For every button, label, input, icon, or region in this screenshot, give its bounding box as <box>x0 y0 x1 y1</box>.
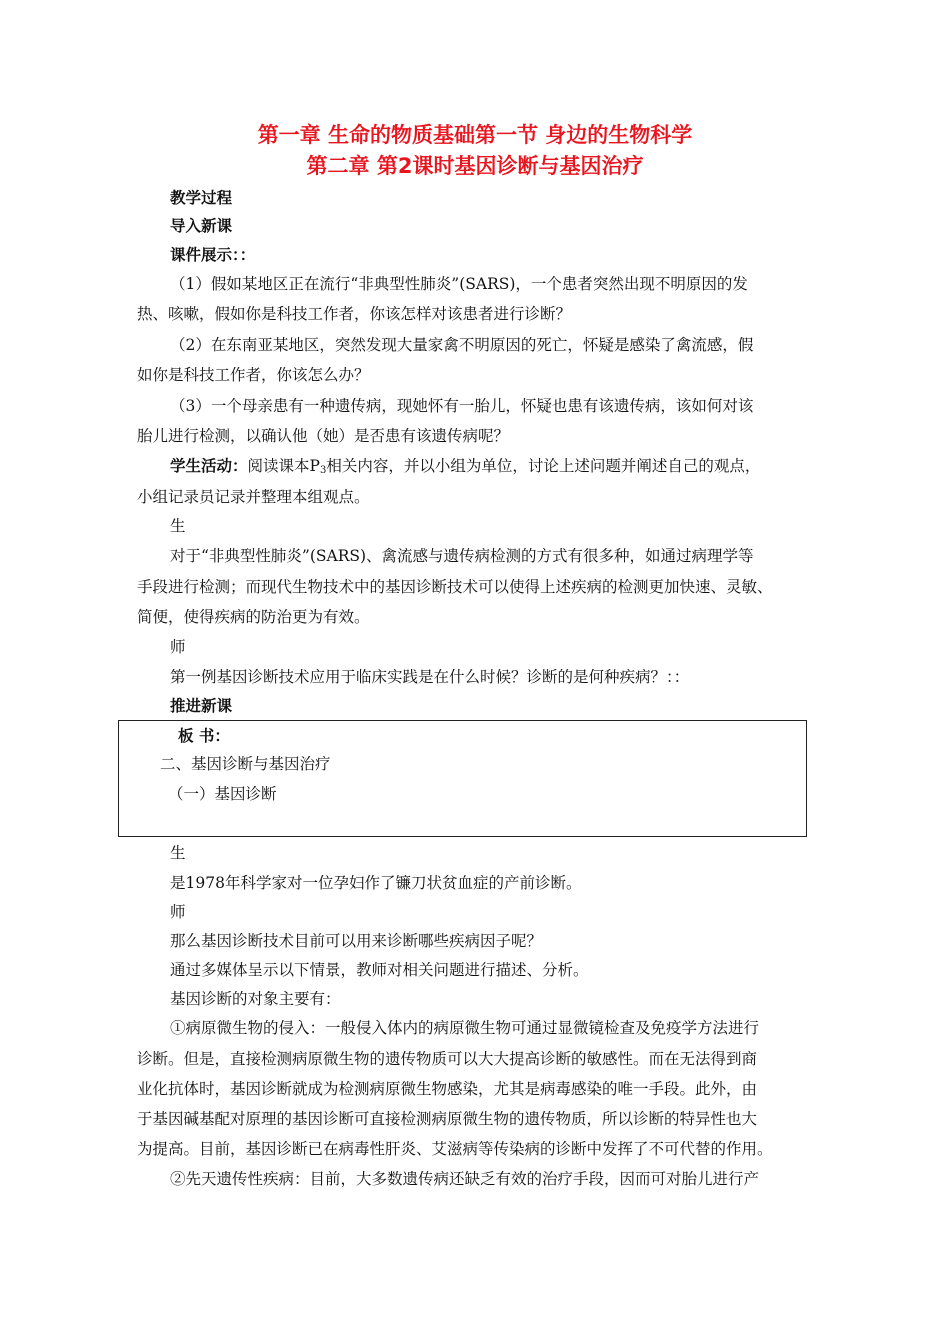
student-activity-text-b: 相关内容，并以小组为单位，讨论上述问题并阐述自己的观点， <box>326 457 761 475</box>
speaker-teacher-2: 师 <box>170 903 186 921</box>
page-subscript: 3 <box>319 465 327 476</box>
document-title-line-1: 第一章 生命的物质基础第一节 身边的生物科学 <box>257 123 693 147</box>
question-1-line-1: （1）假如某地区正在流行“非典型性肺炎”(SARS)，一个患者突然出现不明原因的发 <box>170 275 748 293</box>
speaker-student-2: 生 <box>170 844 186 862</box>
paragraph-7-line-1: ①病原微生物的侵入：一般侵入体内的病原微生物可通过显微镜检查及免疫学方法进行 <box>170 1019 760 1037</box>
question-1-line-2: 热、咳嗽，假如你是科技工作者，你该怎样对该患者进行诊断？ <box>137 305 572 323</box>
blackboard-line-2: （一）基因诊断 <box>168 785 277 803</box>
paragraph-7-line-4: 于基因碱基配对原理的基因诊断可直接检测病原微生物的遗传物质，所以诊断的特异性也大 <box>137 1110 758 1128</box>
paragraph-3: 是1978年科学家对一位孕妇作了镰刀状贫血症的产前诊断。 <box>170 874 582 892</box>
speaker-student: 生 <box>170 517 186 535</box>
student-activity-line-2: 小组记录员记录并整理本组观点。 <box>137 488 370 506</box>
paragraph-5: 通过多媒体呈示以下情景，教师对相关问题进行描述、分析。 <box>170 961 589 979</box>
section-heading-new-lesson: 推进新课 <box>170 697 233 715</box>
paragraph-1-line-2: 手段进行检测；而现代生物技术中的基因诊断技术可以使得上述疾病的检测更加快速、灵敏、 <box>137 578 773 596</box>
paragraph-1-line-3: 简便，使得疾病的防治更为有效。 <box>137 608 370 626</box>
section-heading-teaching-process: 教学过程 <box>170 189 233 207</box>
question-2-line-1: （2）在东南亚某地区，突然发现大量家禽不明原因的死亡，怀疑是感染了禽流感，假 <box>170 336 754 354</box>
document-title-line-2: 第二章 第2课时基因诊断与基因治疗 <box>306 154 644 178</box>
student-activity-label: 学生活动： <box>170 457 248 475</box>
question-3-line-1: （3）一个母亲患有一种遗传病，现她怀有一胎儿，怀疑也患有该遗传病，该如何对该 <box>170 397 754 415</box>
paragraph-8-line-1: ②先天遗传性疾病：目前，大多数遗传病还缺乏有效的治疗手段，因而可对胎儿进行产 <box>170 1170 760 1188</box>
speaker-teacher: 师 <box>170 638 186 656</box>
blackboard-line-1: 二、基因诊断与基因治疗 <box>160 755 331 773</box>
paragraph-7-line-2: 诊断。但是，直接检测病原微生物的遗传物质可以大大提高诊断的敏感性。而在无法得到商 <box>137 1050 758 1068</box>
question-2-line-2: 如你是科技工作者，你该怎么办？ <box>137 366 370 384</box>
paragraph-6: 基因诊断的对象主要有： <box>170 990 341 1008</box>
paragraph-7-line-5: 为提高。目前，基因诊断已在病毒性肝炎、艾滋病等传染病的诊断中发挥了不可代替的作用。 <box>137 1140 773 1158</box>
section-heading-courseware: 课件展示：： <box>170 246 256 264</box>
paragraph-7-line-3: 业化抗体时，基因诊断就成为检测病原微生物感染，尤其是病毒感染的唯一手段。此外，由 <box>137 1080 758 1098</box>
section-heading-intro: 导入新课 <box>170 217 233 235</box>
paragraph-2: 第一例基因诊断技术应用于临床实践是在什么时候？诊断的是何种疾病？：： <box>170 668 690 686</box>
question-3-line-2: 胎儿进行检测，以确认他（她）是否患有该遗传病呢？ <box>137 427 510 445</box>
paragraph-4: 那么基因诊断技术目前可以用来诊断哪些疾病因子呢？ <box>170 932 543 950</box>
paragraph-1-line-1: 对于“非典型性肺炎”(SARS)、禽流感与遗传病检测的方式有很多种，如通过病理学等 <box>170 547 754 565</box>
student-activity-line-1 <box>170 455 760 482</box>
blackboard-title: 板 书： <box>178 727 230 745</box>
student-activity-text-a: 阅读课本P <box>247 457 320 475</box>
